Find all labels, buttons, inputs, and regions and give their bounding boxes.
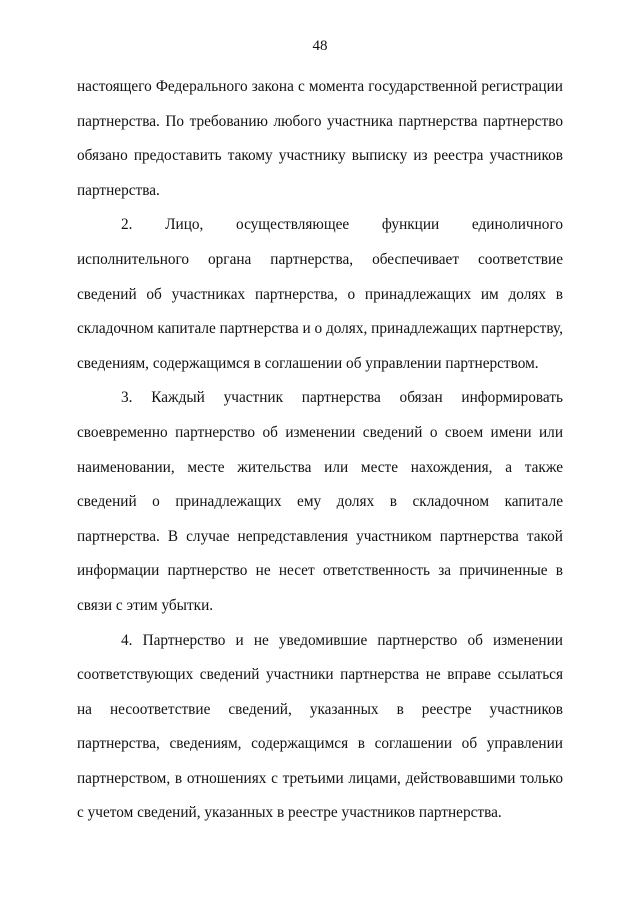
paragraph-2: 2. Лицо, осуществляющее функции единоличного исполнительного органа партнерства, обеспечивает соответствие сведений об участниках партнерства, о принадлежащих им долях в складочном капитале партнерства и о долях, принадлежащих партнерству, сведениям, содержащимся в соглашении об управлении партнерством.: [77, 216, 563, 372]
paragraph-continuation: настоящего Федерального закона с момента государственной регистрации партнерства. По требованию любого участника партнерства партнерство обязано предоставить такому участнику выписку из реестра участников партнерства.: [77, 78, 563, 199]
paragraph-4: 4. Партнерство и не уведомившие партнерство об изменении соответствующих сведений участники партнерства не вправе ссылаться на несоответствие сведений, указанных в реестре участников партнерства, сведениям, содержащимся в соглашении об управлении партнерством, в отношениях с третьими лицами, действовавшими только с учетом сведений, указанных в реестре участников партнерства.: [77, 631, 563, 822]
document-body: [77, 70, 563, 831]
paragraph-3: 3. Каждый участник партнерства обязан информировать своевременно партнерство об изменении сведений о своем имени или наименовании, месте жительства или месте нахождения, а также сведений о принадлежащих ему долях в складочном капитале партнерства. В случае непредставления участником партнерства такой информации партнерство не несет ответственность за причиненные в связи с этим убытки.: [77, 389, 563, 614]
page-number: 48: [312, 38, 328, 54]
